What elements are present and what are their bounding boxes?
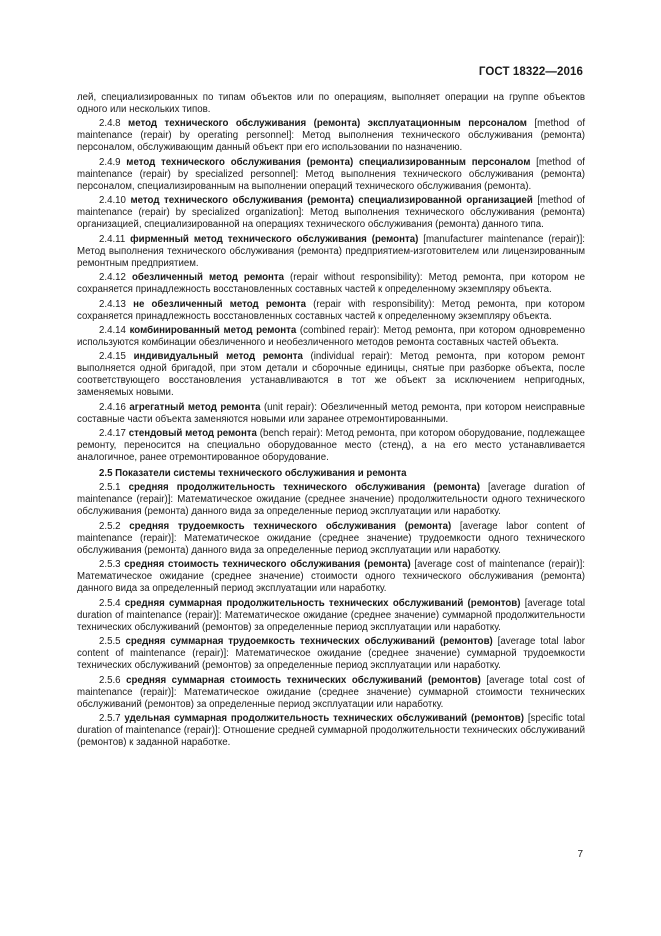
term-name: стендовый метод ремонта xyxy=(128,428,257,440)
section-title: 2.5 Показатели системы технического обслуживания и ремонта xyxy=(99,468,407,480)
term-english: (unit repair): xyxy=(263,401,317,413)
term-number: 2.4.11 xyxy=(99,233,126,245)
term-definition: Отношение средней суммарной продолжительности технических обслуживаний (ремонтов) к заданной наработке. xyxy=(77,725,585,749)
term-name: средняя продолжительность технического обслуживания (ремонта) xyxy=(128,482,480,494)
term-number: 2.5.4 xyxy=(99,597,121,609)
term-english: [average cost of maintenance (repair)]: xyxy=(414,559,585,571)
term-definition: Метод ремонта, при котором сохраняется принадлежность восстановленных составных частей к определенному экземпляру объекта. xyxy=(77,298,585,322)
term-number: 2.4.15 xyxy=(99,351,126,363)
term-english: [average total cost of maintenance (repair)]: xyxy=(77,674,585,698)
term-number: 2.4.16 xyxy=(99,401,126,413)
term-name: метод технического обслуживания (ремонта) эксплуатационным персоналом xyxy=(128,118,527,130)
term-definition: Метод ремонта, при котором не сохраняется принадлежность восстановленных составных частей к определенному экземпляру объекта. xyxy=(77,272,586,296)
term-name: средняя суммарная стоимость технических обслуживаний (ремонтов) xyxy=(126,674,481,686)
term-entry xyxy=(77,195,585,231)
term-number: 2.5.3 xyxy=(99,559,121,571)
term-entry xyxy=(77,157,585,193)
term-number: 2.4.14 xyxy=(99,324,126,336)
term-name: удельная суммарная продолжительность технических обслуживаний (ремонтов) xyxy=(124,713,524,724)
term-number: 2.4.8 xyxy=(99,118,121,130)
standard-header: ГОСТ 18322—2016 xyxy=(478,66,583,78)
term-number: 2.5.6 xyxy=(99,674,121,686)
term-definition: Математическое ожидание (среднее значение) стоимости одного технического обслуживания (ремонта) данного вида за определенный период эксплуатации или наработку. xyxy=(77,571,585,595)
intro-paragraph: лей, специализированных по типам объектов или по операциям, выполняет операции на группе объектов одного или нескольких типов. xyxy=(77,92,585,116)
term-name: метод технического обслуживания (ремонта) специализированной организацией xyxy=(130,195,533,207)
term-name: фирменный метод технического обслуживания (ремонта) xyxy=(130,233,419,245)
term-name: средняя суммарная трудоемкость технических обслуживаний (ремонтов) xyxy=(125,636,493,648)
term-entry xyxy=(77,118,585,154)
term-name: комбинированный метод ремонта xyxy=(129,324,297,336)
term-name: средняя стоимость технического обслуживания (ремонта) xyxy=(124,559,411,571)
term-definition: Математическое ожидание (среднее значение) суммарной продолжительности технических обслуживаний (ремонтов) за определенные период эксплуатации или наработку. xyxy=(77,609,585,633)
term-number: 2.4.12 xyxy=(99,272,126,284)
term-english: (repair with responsibility): xyxy=(313,298,435,310)
term-english: (bench repair): xyxy=(259,428,323,440)
term-definition: Метод ремонта, при котором одновременно используются комбинации обезличенного и необезличенного методов ремонта составных частей объекта. xyxy=(77,324,585,348)
document-body xyxy=(77,92,585,751)
term-english: [specific total duration of maintenance (repair)]: xyxy=(77,713,585,737)
term-english: [average total labor content of maintenance (repair)]: xyxy=(77,636,585,660)
indicator-entry xyxy=(77,559,585,595)
indicator-entry xyxy=(77,482,585,518)
term-number: 2.5.7 xyxy=(99,713,121,724)
terms-list xyxy=(77,118,585,464)
term-entry xyxy=(77,299,585,323)
term-english: [method of maintenance (repair) by operating personnel]: xyxy=(77,118,586,142)
term-english: [average duration of maintenance (repair)]: xyxy=(77,482,585,506)
term-definition: Метод ремонта, при котором оборудование, подлежащее ремонту, переносится на специально оборудованное место (стенд), а на его место устанавливается аналогичное, ранее отремонтированное оборудование. xyxy=(77,428,585,464)
term-entry xyxy=(77,234,585,270)
term-english: [average total duration of maintenance (repair)]: xyxy=(77,597,585,621)
term-name: индивидуальный метод ремонта xyxy=(133,351,303,363)
page-number: 7 xyxy=(577,849,583,860)
term-number: 2.5.5 xyxy=(99,636,121,648)
term-definition: Метод выполнения технического обслуживания (ремонта) персоналом, обслуживающим данный объект при его использовании по назначению. xyxy=(77,130,585,154)
term-definition: Метод выполнения технического обслуживания (ремонта) персоналом, специализированным на выполнении операций технического обслуживания (ремонта). xyxy=(77,168,585,192)
term-number: 2.4.10 xyxy=(99,195,126,207)
term-name: средняя суммарная продолжительность технических обслуживаний (ремонтов) xyxy=(124,597,521,609)
term-number: 2.5.2 xyxy=(99,520,121,532)
term-english: [method of maintenance (repair) by specialized organization]: xyxy=(77,195,585,219)
term-english: [manufacturer maintenance (repair)]: xyxy=(423,233,585,245)
term-name: метод технического обслуживания (ремонта) специализированным персоналом xyxy=(126,156,531,168)
indicator-entry xyxy=(77,675,585,711)
term-entry xyxy=(77,402,585,426)
indicator-entry xyxy=(77,713,585,749)
indicator-entry xyxy=(77,636,585,672)
term-number: 2.5.1 xyxy=(99,482,121,494)
term-name: агрегатный метод ремонта xyxy=(129,401,261,413)
term-definition: Метод ремонта, при котором ремонт выполняется одной бригадой, при этом детали и сборочные единицы, снятые при разборке объекта, после соответствующего восстановления устанавливаются в тот же объект за исключением непригодных, заменяемых новыми. xyxy=(77,351,585,399)
term-definition: Математическое ожидание (среднее значение) суммарной трудоемкости технических обслуживаний (ремонтов) за определенные период эксплуатации или наработку. xyxy=(77,648,585,672)
term-entry xyxy=(77,351,585,399)
term-definition: Метод выполнения технического обслуживания (ремонта) организацией, специализированной на операциях технического обслуживания (ремонта) данного типа. xyxy=(77,207,585,231)
indicators-list xyxy=(77,482,585,749)
term-definition: Метод выполнения технического обслуживания (ремонта) предприятием-изготовителем или лицензированным ремонтным предприятием. xyxy=(77,245,585,269)
term-name: обезличенный метод ремонта xyxy=(131,272,285,284)
term-number: 2.4.9 xyxy=(99,156,121,168)
term-number: 2.4.13 xyxy=(99,298,126,310)
term-definition: Математическое ожидание (среднее значение) трудоемкости одного технического обслуживания (ремонта) данного вида за определенные период эксплуатации или наработку. xyxy=(77,532,585,556)
term-english: [method of maintenance (repair) by specialized personnel]: xyxy=(77,156,585,180)
term-name: не обезличенный метод ремонта xyxy=(133,298,306,310)
term-definition: Обезличенный метод ремонта, при котором неисправные составные части объекта заменяются новыми или заранее отремонтированными. xyxy=(77,401,585,425)
indicator-entry xyxy=(77,521,585,557)
term-name: средняя трудоемкость технического обслуживания (ремонта) xyxy=(129,520,452,532)
term-number: 2.4.17 xyxy=(99,428,126,440)
term-entry xyxy=(77,325,585,349)
indicator-entry xyxy=(77,598,585,634)
term-english: (individual repair): xyxy=(310,351,393,363)
term-english: (repair without responsibility): xyxy=(290,272,423,284)
term-definition: Математическое ожидание (среднее значение) продолжительности одного технического обслуживания (ремонта) данного вида за определенные период эксплуатации или наработку. xyxy=(77,494,585,518)
term-definition: Математическое ожидание (среднее значение) суммарной стоимости технических обслуживаний (ремонтов) за определенные период эксплуатации или наработку. xyxy=(77,686,586,710)
term-english: [average labor content of maintenance (repair)]: xyxy=(77,520,585,544)
term-english: (combined repair): xyxy=(299,324,380,336)
term-entry xyxy=(77,428,585,464)
term-entry xyxy=(77,272,585,296)
